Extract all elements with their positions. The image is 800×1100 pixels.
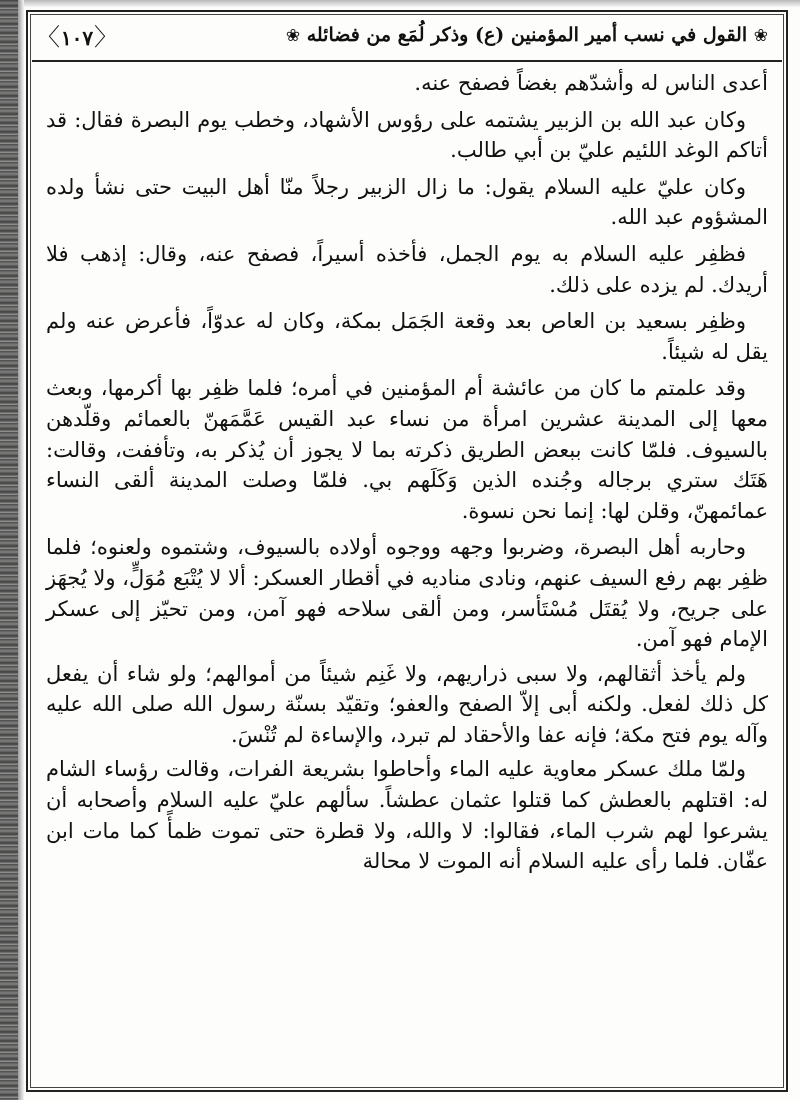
chapter-title: القول في نسب أمير المؤمنين (ع) وذكر لُمَع من فضائله bbox=[306, 24, 748, 46]
paragraph: فظفِر عليه السلام به يوم الجمل، فأخذه أسيراً، فصفح عنه، وقال: إذهب فلا أريدك. لم يزده على ذلك. bbox=[46, 241, 768, 297]
paragraph: وكان عبد الله بن الزبير يشتمه على رؤوس الأشهاد، وخطب يوم البصرة فقال: قد أتاكم الوغد اللئيم عليّ بن أبي طالب. bbox=[46, 107, 768, 163]
paragraph: وكان عليّ عليه السلام يقول: ما زال الزبير رجلاً منّا أهل البيت حتى نشأ ولده المشؤوم عبد الله. bbox=[46, 174, 768, 230]
running-header bbox=[32, 18, 782, 62]
paragraph: ولم يأخذ أثقالهم، ولا سبى ذراريهم، ولا غَنِم شيئاً من أموالهم؛ ولو شاء أن يفعل كل ذلك لفعل. ولكنه أبى إلاّ الصفح والعفو؛ وتقيّد بسنّة رسول الله صلى الله عليه وآله يوم فتح مكة؛ فإنه عفا والأحقاد لم تبرد، والإساءة لم تُنْسَ. bbox=[46, 661, 768, 747]
body-text bbox=[46, 68, 768, 881]
paragraph: وظفِر بسعيد بن العاص بعد وقعة الجَمَل بمكة، وكان له عدوّاً، فأعرض عنه ولم يقل له شيئاً. bbox=[46, 309, 768, 364]
paragraph: ولمّا ملك عسكر معاوية عليه الماء وأحاطوا بشريعة الفرات، وقالت رؤساء الشام له: اقتلهم بالعطش كما قتلوا عثمان عطشاً. سألهم عليّ عليه السلام وأصحابه أن يشرعوا لهم شرب الماء، فقالوا: لا والله، ولا قطرة حتى تموت ظمأً كما مات ابن عفّان. فلما رأى عليه السلام أنه الموت لا محالة bbox=[46, 757, 768, 874]
paragraph: أعدى الناس له وأشدّهم بغضاً فصفح عنه. bbox=[414, 71, 768, 95]
flower-ornament-icon: ❀ bbox=[753, 26, 768, 46]
scan-edge-top bbox=[0, 0, 800, 8]
page-number: 〈 ١٠٧ 〉 bbox=[40, 24, 114, 52]
flower-ornament-icon: ❀ bbox=[285, 26, 301, 46]
paragraph: وحاربه أهل البصرة، وضربوا وجهه ووجوه أولاده بالسيوف، وشتموه ولعنوه؛ فلما ظفِر بهم رفع السيف عنهم، ونادى مناديه في أقطار العسكر: ألا لا يُتْبَع مُوَلٍّ، ولا يُجهَز على جريح، ولا يُقتَل مُسْتَأسر، ومن ألقى سلاحه فهو آمن، ومن تحيّز إلى عسكر الإمام فهو آمن. bbox=[46, 535, 768, 652]
running-header-title bbox=[286, 24, 768, 46]
paragraph: وقد علمتم ما كان من عائشة أم المؤمنين في أمره؛ فلما ظفِر بها أكرمها، وبعث معها إلى المدينة عشرين امرأة من نساء عبد القيس عَمَّمَهنّ بالعمائم وقلّدهن بالسيوف. فلمّا كانت ببعض الطريق ذكرته بما لا يجوز أن يُذكر به، وتأففت، وقالت: هَتَك ستري برجاله وجُنده الذين وَكَلَهم بي. فلمّا وصلت المدينة ألقى النساء عمائمهنّ، وقلن لها: إنما نحن نسوة. bbox=[46, 376, 768, 523]
scan-binding-shadow bbox=[18, 0, 24, 1100]
scan-binding-edge bbox=[0, 0, 18, 1100]
